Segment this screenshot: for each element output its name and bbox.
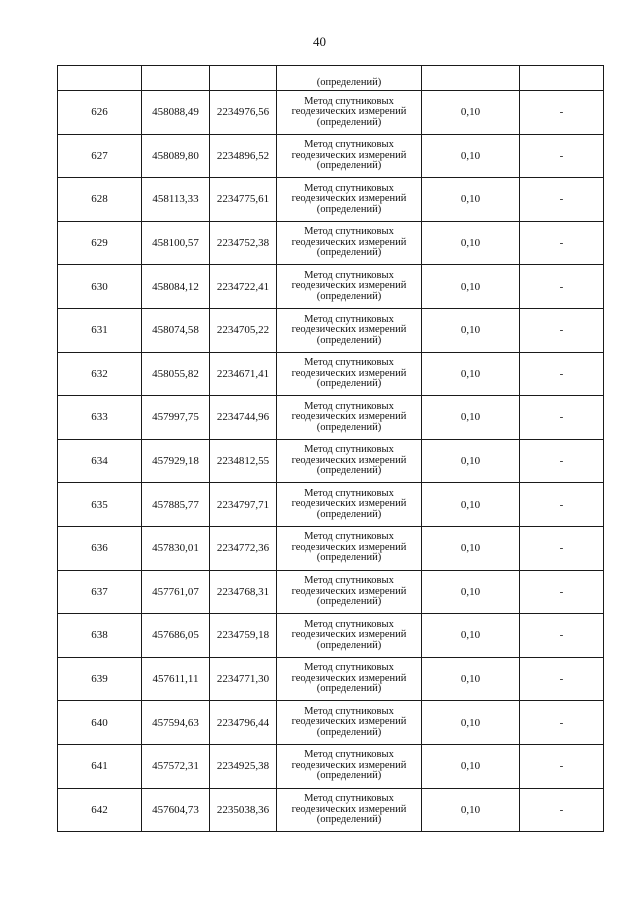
method-line: геодезических измерений	[291, 585, 407, 597]
cell-x: 458089,80	[142, 134, 210, 178]
cell-description: -	[520, 439, 604, 483]
method-line: (определений)	[316, 116, 382, 128]
cell-point-number: 642	[58, 788, 142, 832]
cell-point-number: 630	[58, 265, 142, 309]
cell-precision: 0,10	[422, 788, 520, 832]
method-line: Метод спутниковых	[304, 139, 394, 151]
method-line: геодезических измерений	[291, 411, 407, 423]
method-line: Метод спутниковых	[304, 95, 394, 107]
table-row	[58, 439, 604, 483]
cell-x: 457885,77	[142, 483, 210, 527]
cell-method-continuation: (определений)	[277, 66, 422, 91]
cell-y: 2234722,41	[210, 265, 277, 309]
method-line: геодезических измерений	[291, 193, 407, 205]
cell-description: -	[520, 744, 604, 788]
cell-description: -	[520, 134, 604, 178]
cell-y: 2234797,71	[210, 483, 277, 527]
cell-x: 458074,58	[142, 308, 210, 352]
cell-x: 458113,33	[142, 178, 210, 222]
cell-precision: 0,10	[422, 91, 520, 135]
cell-method	[277, 396, 422, 440]
page-number: 40	[313, 34, 326, 49]
cell-precision: 0,10	[422, 178, 520, 222]
method-line: геодезических измерений	[291, 498, 407, 510]
method-line: Метод спутниковых	[304, 313, 394, 325]
cell-description: -	[520, 396, 604, 440]
table-row	[58, 570, 604, 614]
cell-x	[142, 66, 210, 91]
method-line: Метод спутниковых	[304, 444, 394, 456]
cell-x: 457604,73	[142, 788, 210, 832]
cell-precision: 0,10	[422, 701, 520, 745]
cell-point-number: 628	[58, 178, 142, 222]
table-row	[58, 221, 604, 265]
cell-y: 2234752,38	[210, 221, 277, 265]
method-line: (определений)	[316, 814, 382, 826]
table-row	[58, 396, 604, 440]
method-line: геодезических измерений	[291, 454, 407, 466]
cell-description: -	[520, 570, 604, 614]
cell-description: -	[520, 221, 604, 265]
cell-y: 2234812,55	[210, 439, 277, 483]
cell-method	[277, 657, 422, 701]
method-line: геодезических измерений	[291, 759, 407, 771]
cell-method	[277, 701, 422, 745]
cell-description: -	[520, 352, 604, 396]
cell-y: 2234768,31	[210, 570, 277, 614]
cell-description: -	[520, 483, 604, 527]
cell-point-number: 637	[58, 570, 142, 614]
cell-precision	[422, 66, 520, 91]
table-row	[58, 526, 604, 570]
cell-description	[520, 66, 604, 91]
cell-method	[277, 134, 422, 178]
cell-y: 2234896,52	[210, 134, 277, 178]
cell-y: 2234759,18	[210, 614, 277, 658]
method-line: (определений)	[316, 334, 382, 346]
method-line: геодезических измерений	[291, 541, 407, 553]
method-line: Метод спутниковых	[304, 400, 394, 412]
cell-method	[277, 439, 422, 483]
method-line: геодезических измерений	[291, 672, 407, 684]
cell-method	[277, 744, 422, 788]
cell-point-number: 641	[58, 744, 142, 788]
cell-method	[277, 570, 422, 614]
method-line: геодезических измерений	[291, 236, 407, 248]
method-line: Метод спутниковых	[304, 618, 394, 630]
table-row	[58, 178, 604, 222]
cell-point-number: 633	[58, 396, 142, 440]
method-line: (определений)	[316, 770, 382, 782]
cell-y: 2234744,96	[210, 396, 277, 440]
cell-y: 2234976,56	[210, 91, 277, 135]
method-line: (определений)	[316, 465, 382, 477]
method-line: (определений)	[316, 683, 382, 695]
cell-x: 457611,11	[142, 657, 210, 701]
table-row	[58, 483, 604, 527]
cell-precision: 0,10	[422, 570, 520, 614]
method-line: геодезических измерений	[291, 324, 407, 336]
cell-method	[277, 308, 422, 352]
table-row	[58, 657, 604, 701]
method-line: (определений)	[316, 160, 382, 172]
cell-point-number: 639	[58, 657, 142, 701]
cell-point-number: 638	[58, 614, 142, 658]
cell-x: 457997,75	[142, 396, 210, 440]
cell-y	[210, 66, 277, 91]
method-line: (определений)	[316, 639, 382, 651]
cell-precision: 0,10	[422, 526, 520, 570]
cell-x: 457572,31	[142, 744, 210, 788]
table-row	[58, 352, 604, 396]
method-line: Метод спутниковых	[304, 487, 394, 499]
cell-y: 2234771,30	[210, 657, 277, 701]
method-line: геодезических измерений	[291, 280, 407, 292]
method-line: геодезических измерений	[291, 149, 407, 161]
cell-y: 2234796,44	[210, 701, 277, 745]
cell-precision: 0,10	[422, 744, 520, 788]
cell-x: 458088,49	[142, 91, 210, 135]
cell-method	[277, 483, 422, 527]
cell-description: -	[520, 788, 604, 832]
cell-point-number: 627	[58, 134, 142, 178]
cell-precision: 0,10	[422, 439, 520, 483]
cell-precision: 0,10	[422, 657, 520, 701]
cell-point-number: 631	[58, 308, 142, 352]
cell-y: 2234775,61	[210, 178, 277, 222]
method-line: (определений)	[316, 421, 382, 433]
cell-x: 458055,82	[142, 352, 210, 396]
cell-x: 458084,12	[142, 265, 210, 309]
cell-method	[277, 178, 422, 222]
method-line: Метод спутниковых	[304, 662, 394, 674]
method-line: Метод спутниковых	[304, 269, 394, 281]
method-line: (определений)	[316, 203, 382, 215]
cell-y: 2234925,38	[210, 744, 277, 788]
cell-description: -	[520, 526, 604, 570]
cell-description: -	[520, 701, 604, 745]
cell-method	[277, 788, 422, 832]
table-row	[58, 265, 604, 309]
table-row	[58, 701, 604, 745]
method-line: Метод спутниковых	[304, 226, 394, 238]
cell-point-number	[58, 66, 142, 91]
method-line: Метод спутниковых	[304, 575, 394, 587]
cell-precision: 0,10	[422, 614, 520, 658]
method-line: геодезических измерений	[291, 803, 407, 815]
continuation-row	[58, 66, 604, 91]
table-row	[58, 614, 604, 658]
cell-x: 457761,07	[142, 570, 210, 614]
method-line: геодезических измерений	[291, 367, 407, 379]
table-row	[58, 744, 604, 788]
cell-precision: 0,10	[422, 483, 520, 527]
cell-y: 2234772,36	[210, 526, 277, 570]
cell-x: 457830,01	[142, 526, 210, 570]
cell-precision: 0,10	[422, 134, 520, 178]
method-line: геодезических измерений	[291, 716, 407, 728]
method-line: (определений)	[316, 290, 382, 302]
cell-x: 457594,63	[142, 701, 210, 745]
method-line: Метод спутниковых	[304, 531, 394, 543]
method-line: (определений)	[316, 508, 382, 520]
cell-point-number: 634	[58, 439, 142, 483]
table-body	[58, 66, 604, 832]
cell-x: 457686,05	[142, 614, 210, 658]
cell-method	[277, 352, 422, 396]
cell-precision: 0,10	[422, 308, 520, 352]
cell-method	[277, 614, 422, 658]
cell-point-number: 632	[58, 352, 142, 396]
cell-y: 2235038,36	[210, 788, 277, 832]
method-line: Метод спутниковых	[304, 357, 394, 369]
cell-method	[277, 221, 422, 265]
method-line: (определений)	[316, 247, 382, 259]
cell-precision: 0,10	[422, 352, 520, 396]
cell-description: -	[520, 91, 604, 135]
cell-point-number: 635	[58, 483, 142, 527]
cell-description: -	[520, 178, 604, 222]
cell-description: -	[520, 265, 604, 309]
cell-precision: 0,10	[422, 265, 520, 309]
cell-x: 457929,18	[142, 439, 210, 483]
cell-y: 2234705,22	[210, 308, 277, 352]
method-line: (определений)	[316, 596, 382, 608]
method-line: (определений)	[316, 378, 382, 390]
cell-point-number: 626	[58, 91, 142, 135]
cell-precision: 0,10	[422, 221, 520, 265]
cell-description: -	[520, 657, 604, 701]
cell-point-number: 640	[58, 701, 142, 745]
method-line: (определений)	[316, 726, 382, 738]
method-line: (определений)	[316, 552, 382, 564]
coordinates-table	[57, 65, 604, 832]
method-line: Метод спутниковых	[304, 705, 394, 717]
method-line: Метод спутниковых	[304, 749, 394, 761]
cell-method	[277, 265, 422, 309]
cell-description: -	[520, 308, 604, 352]
cell-method	[277, 91, 422, 135]
cell-point-number: 636	[58, 526, 142, 570]
method-line: геодезических измерений	[291, 629, 407, 641]
method-line: геодезических измерений	[291, 106, 407, 118]
table-row	[58, 91, 604, 135]
cell-y: 2234671,41	[210, 352, 277, 396]
cell-point-number: 629	[58, 221, 142, 265]
cell-method	[277, 526, 422, 570]
method-line: Метод спутниковых	[304, 182, 394, 194]
table-row	[58, 788, 604, 832]
cell-description: -	[520, 614, 604, 658]
table-row	[58, 134, 604, 178]
method-line: Метод спутниковых	[304, 793, 394, 805]
table-row	[58, 308, 604, 352]
cell-precision: 0,10	[422, 396, 520, 440]
cell-x: 458100,57	[142, 221, 210, 265]
